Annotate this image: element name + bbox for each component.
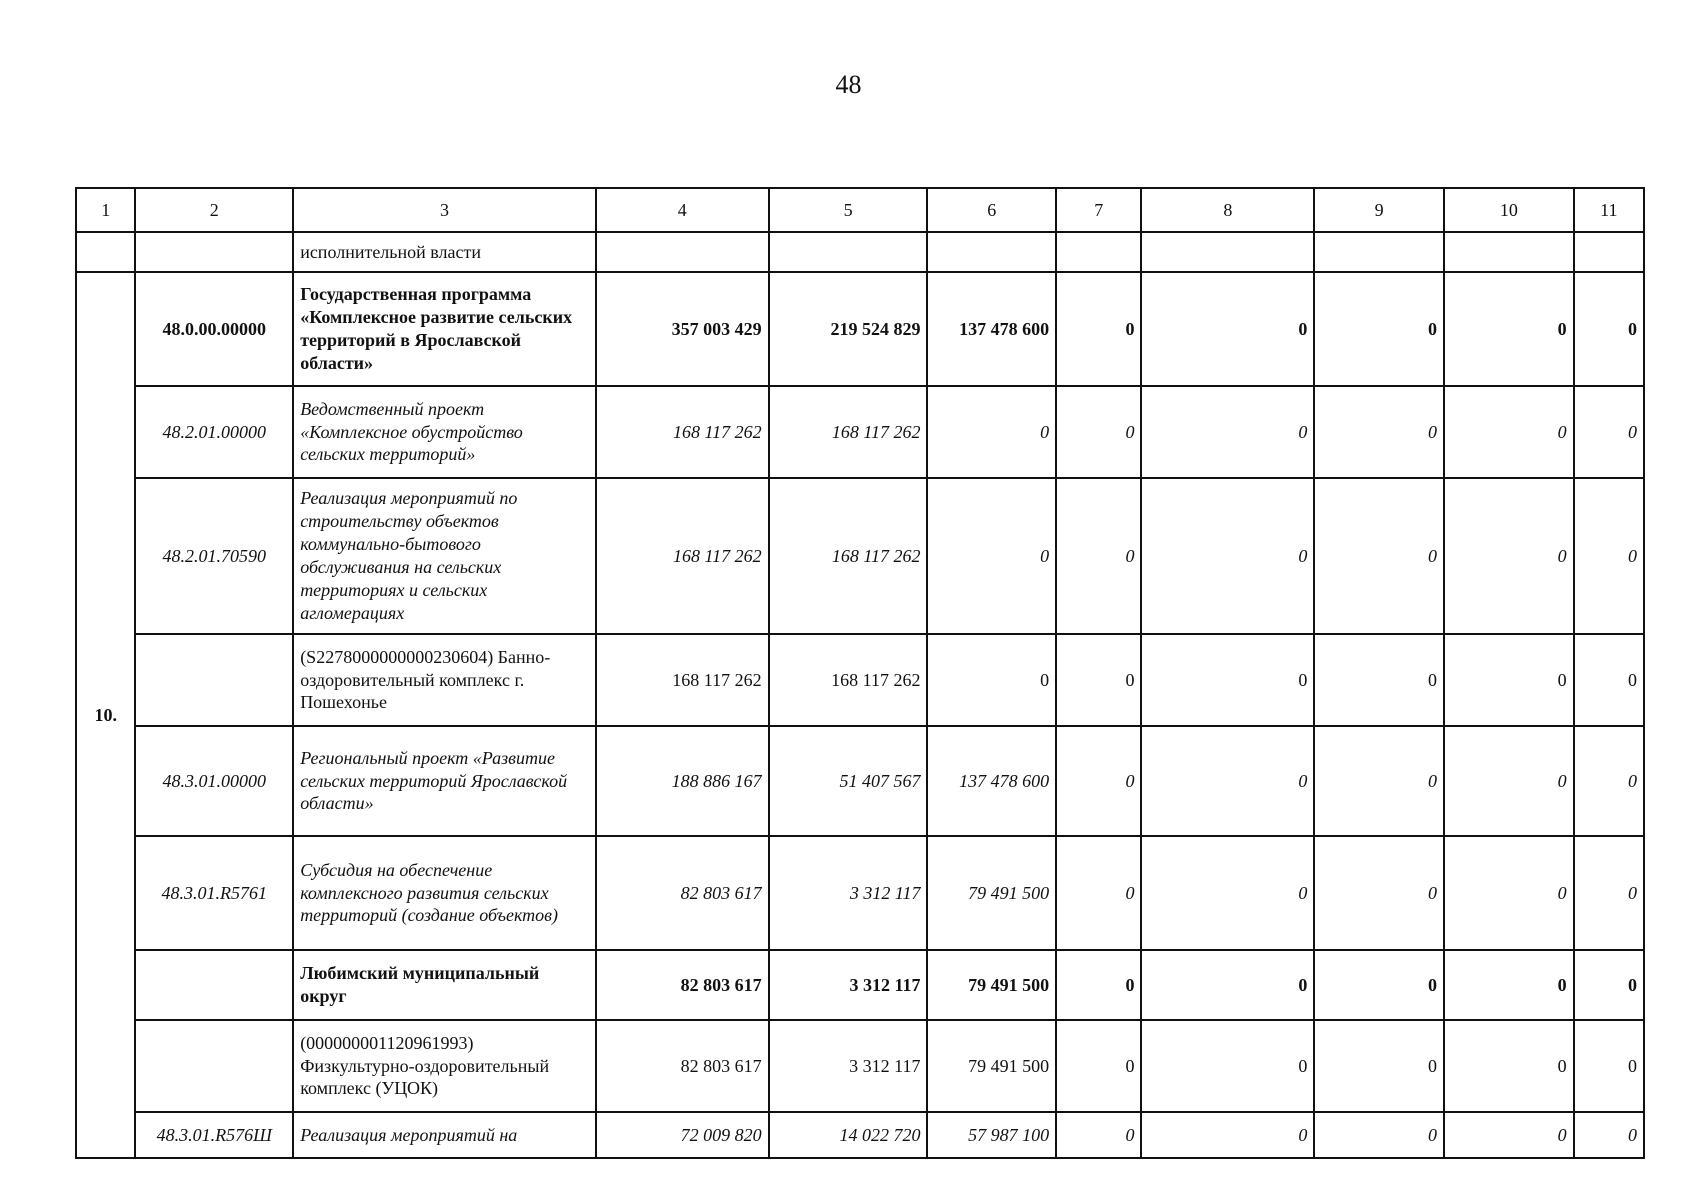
column-number: 4 bbox=[596, 188, 769, 232]
amount-cell: 0 bbox=[1056, 272, 1141, 386]
budget-code: 48.3.01.00000 bbox=[135, 726, 293, 836]
amount-cell: 0 bbox=[1141, 272, 1314, 386]
value-cell bbox=[769, 232, 928, 272]
amount-cell: 0 bbox=[1056, 386, 1141, 478]
item-name: Любимский муниципальный округ bbox=[293, 950, 596, 1020]
amount-cell: 0 bbox=[1444, 478, 1574, 634]
column-number: 7 bbox=[1056, 188, 1141, 232]
column-number: 11 bbox=[1574, 188, 1644, 232]
budget-code: 48.2.01.00000 bbox=[135, 386, 293, 478]
amount-cell: 0 bbox=[1574, 726, 1644, 836]
value-cell bbox=[1056, 232, 1141, 272]
column-number: 6 bbox=[927, 188, 1056, 232]
continuation-text: исполнительной власти bbox=[293, 232, 596, 272]
item-name: (S2278000000000230604) Банно-оздоровительный комплекс г. Пошехонье bbox=[293, 634, 596, 726]
amount-cell: 0 bbox=[1574, 1112, 1644, 1158]
amount-cell: 168 117 262 bbox=[596, 386, 769, 478]
amount-cell: 72 009 820 bbox=[596, 1112, 769, 1158]
amount-cell: 0 bbox=[1444, 272, 1574, 386]
amount-cell: 168 117 262 bbox=[769, 634, 928, 726]
amount-cell: 0 bbox=[1574, 386, 1644, 478]
amount-cell: 0 bbox=[1444, 726, 1574, 836]
amount-cell: 0 bbox=[1574, 950, 1644, 1020]
amount-cell: 0 bbox=[1314, 386, 1444, 478]
amount-cell: 14 022 720 bbox=[769, 1112, 928, 1158]
budget-code: 48.2.01.70590 bbox=[135, 478, 293, 634]
amount-cell: 0 bbox=[1314, 634, 1444, 726]
item-name: Реализация мероприятий на bbox=[293, 1112, 596, 1158]
amount-cell: 168 117 262 bbox=[769, 478, 928, 634]
item-name: Реализация мероприятий по строительству объектов коммунально-бытового обслуживания на сельских территориях и сельских агломерациях bbox=[293, 478, 596, 634]
amount-cell: 0 bbox=[1314, 726, 1444, 836]
column-number-row bbox=[76, 188, 1644, 232]
column-number: 9 bbox=[1314, 188, 1444, 232]
amount-cell: 82 803 617 bbox=[596, 1020, 769, 1112]
amount-cell: 137 478 600 bbox=[927, 726, 1056, 836]
page-number: 48 bbox=[835, 70, 862, 99]
item-name: (000000001120961993) Физкультурно-оздоровительный комплекс (УЦОК) bbox=[293, 1020, 596, 1112]
table-row bbox=[76, 634, 1644, 726]
amount-cell: 357 003 429 bbox=[596, 272, 769, 386]
amount-cell: 79 491 500 bbox=[927, 950, 1056, 1020]
amount-cell: 0 bbox=[1444, 386, 1574, 478]
budget-code: 48.3.01.R576Ш bbox=[135, 1112, 293, 1158]
amount-cell: 0 bbox=[1141, 1020, 1314, 1112]
amount-cell: 188 886 167 bbox=[596, 726, 769, 836]
amount-cell: 3 312 117 bbox=[769, 836, 928, 950]
budget-code: 48.0.00.00000 bbox=[135, 272, 293, 386]
column-number: 3 bbox=[293, 188, 596, 232]
amount-cell: 82 803 617 bbox=[596, 836, 769, 950]
amount-cell: 0 bbox=[927, 634, 1056, 726]
budget-code bbox=[135, 950, 293, 1020]
value-cell bbox=[1444, 232, 1574, 272]
amount-cell: 0 bbox=[1574, 634, 1644, 726]
value-cell bbox=[1141, 232, 1314, 272]
amount-cell: 0 bbox=[1574, 836, 1644, 950]
amount-cell: 0 bbox=[1141, 950, 1314, 1020]
amount-cell: 0 bbox=[1444, 1020, 1574, 1112]
value-cell bbox=[596, 232, 769, 272]
column-number: 8 bbox=[1141, 188, 1314, 232]
amount-cell: 0 bbox=[1141, 478, 1314, 634]
amount-cell: 0 bbox=[1574, 1020, 1644, 1112]
budget-code bbox=[135, 634, 293, 726]
amount-cell: 137 478 600 bbox=[927, 272, 1056, 386]
table-row bbox=[76, 726, 1644, 836]
item-name: Региональный проект «Развитие сельских территорий Ярославской области» bbox=[293, 726, 596, 836]
amount-cell: 79 491 500 bbox=[927, 1020, 1056, 1112]
value-cell bbox=[1574, 232, 1644, 272]
item-name: Ведомственный проект «Комплексное обустройство сельских территорий» bbox=[293, 386, 596, 478]
amount-cell: 0 bbox=[1056, 726, 1141, 836]
column-number: 2 bbox=[135, 188, 293, 232]
table-row bbox=[76, 478, 1644, 634]
table-row bbox=[76, 836, 1644, 950]
amount-cell: 0 bbox=[1314, 1020, 1444, 1112]
row-index: 10. bbox=[76, 272, 135, 1158]
value-cell bbox=[1314, 232, 1444, 272]
table-row bbox=[76, 272, 1644, 386]
amount-cell: 0 bbox=[1056, 836, 1141, 950]
amount-cell: 168 117 262 bbox=[769, 386, 928, 478]
amount-cell: 51 407 567 bbox=[769, 726, 928, 836]
amount-cell: 0 bbox=[927, 386, 1056, 478]
value-cell bbox=[927, 232, 1056, 272]
amount-cell: 57 987 100 bbox=[927, 1112, 1056, 1158]
budget-code: 48.3.01.R5761 bbox=[135, 836, 293, 950]
amount-cell: 3 312 117 bbox=[769, 1020, 928, 1112]
amount-cell: 0 bbox=[1056, 1020, 1141, 1112]
amount-cell: 168 117 262 bbox=[596, 634, 769, 726]
item-name: Государственная программа «Комплексное развитие сельских территорий в Ярославской области» bbox=[293, 272, 596, 386]
table-row bbox=[76, 1020, 1644, 1112]
table-row bbox=[76, 1112, 1644, 1158]
amount-cell: 0 bbox=[1056, 478, 1141, 634]
table-row bbox=[76, 386, 1644, 478]
amount-cell: 82 803 617 bbox=[596, 950, 769, 1020]
amount-cell: 3 312 117 bbox=[769, 950, 928, 1020]
column-number: 1 bbox=[76, 188, 135, 232]
amount-cell: 0 bbox=[1141, 726, 1314, 836]
amount-cell: 0 bbox=[1314, 1112, 1444, 1158]
amount-cell: 0 bbox=[1444, 634, 1574, 726]
amount-cell: 0 bbox=[1141, 634, 1314, 726]
amount-cell: 0 bbox=[1141, 1112, 1314, 1158]
amount-cell: 79 491 500 bbox=[927, 836, 1056, 950]
code-cell bbox=[135, 232, 293, 272]
amount-cell: 0 bbox=[1444, 1112, 1574, 1158]
amount-cell: 168 117 262 bbox=[596, 478, 769, 634]
item-name: Субсидия на обеспечение комплексного развития сельских территорий (создание объектов) bbox=[293, 836, 596, 950]
budget-table bbox=[75, 187, 1645, 1159]
amount-cell: 0 bbox=[1574, 272, 1644, 386]
amount-cell: 0 bbox=[1056, 1112, 1141, 1158]
amount-cell: 0 bbox=[1056, 634, 1141, 726]
column-number: 10 bbox=[1444, 188, 1574, 232]
column-number: 5 bbox=[769, 188, 928, 232]
amount-cell: 0 bbox=[1444, 950, 1574, 1020]
amount-cell: 219 524 829 bbox=[769, 272, 928, 386]
amount-cell: 0 bbox=[1444, 836, 1574, 950]
continuation-row bbox=[76, 232, 1644, 272]
amount-cell: 0 bbox=[1141, 386, 1314, 478]
amount-cell: 0 bbox=[1574, 478, 1644, 634]
amount-cell: 0 bbox=[1314, 950, 1444, 1020]
amount-cell: 0 bbox=[1056, 950, 1141, 1020]
table-row bbox=[76, 950, 1644, 1020]
amount-cell: 0 bbox=[1141, 836, 1314, 950]
index-cell bbox=[76, 232, 135, 272]
budget-code bbox=[135, 1020, 293, 1112]
amount-cell: 0 bbox=[1314, 836, 1444, 950]
amount-cell: 0 bbox=[927, 478, 1056, 634]
amount-cell: 0 bbox=[1314, 478, 1444, 634]
amount-cell: 0 bbox=[1314, 272, 1444, 386]
